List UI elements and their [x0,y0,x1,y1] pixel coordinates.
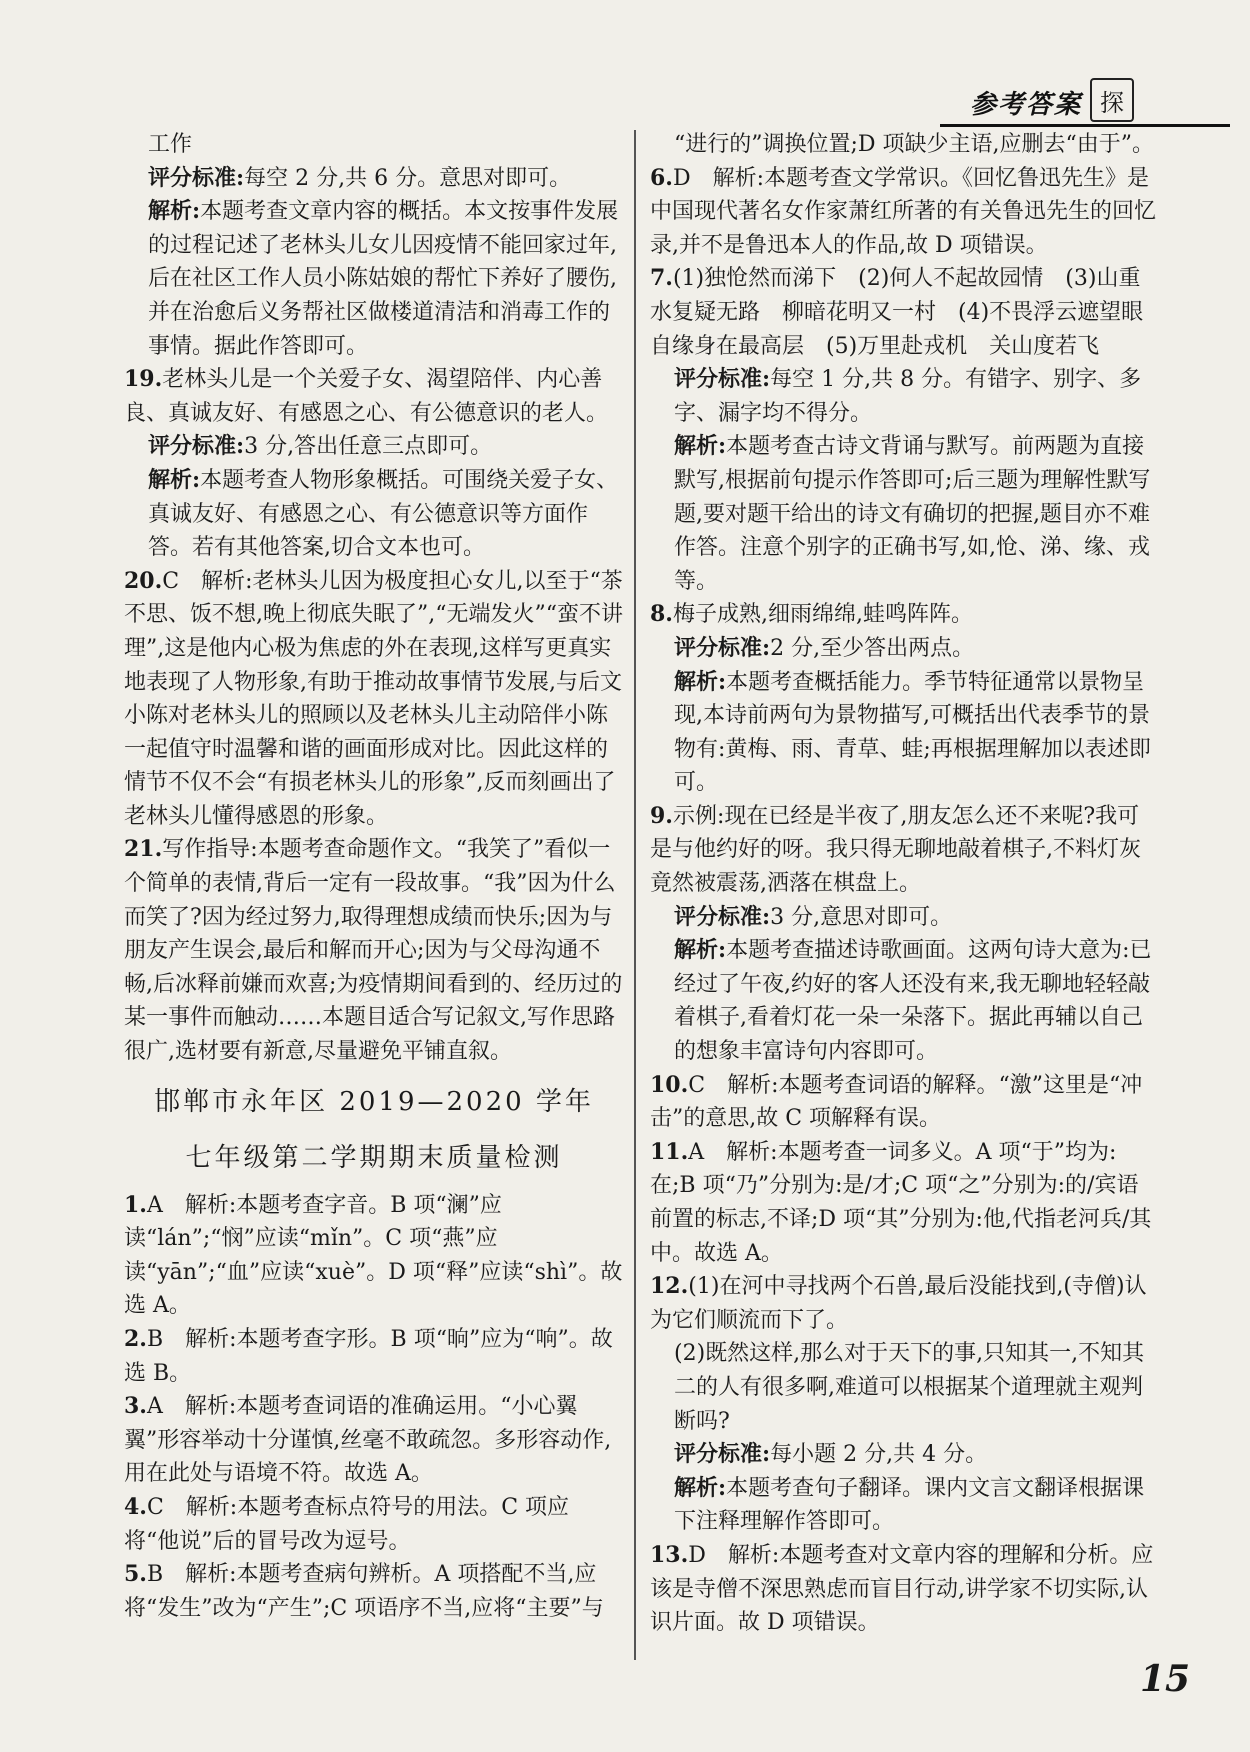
answer-text: 示例:现在已经是半夜了,朋友怎么还不来呢?我可是与他约好的呀。我只得无聊地敲着棋子,不料灯灰竟然被震荡,洒落在棋盘上。 [650,803,1141,897]
answer-number: 9. [650,802,673,829]
explanation-label: 评分标准: [674,1441,771,1468]
explanation-paragraph [124,430,624,464]
continued-text: “进行的”调换位置;D 项缺少主语,应删去“由于”。 [674,132,1155,157]
answer-item [650,598,1160,632]
answer-item [124,833,624,1068]
section-title: 七年级第二学期期末质量检测 [185,1142,563,1173]
answer-text: A 解析:本题考查一词多义。A 项“于”均为:在;B 项“乃”分别为:是/才;C 项“之”分别为:的/宾语前置的标志,不译;D 项“其”分别为:他,代指老河兵/其中。故选 A。 [650,1139,1152,1266]
answer-item [650,1136,1160,1270]
section-title: 邯郸市永年区 2019—2020 学年 [154,1086,594,1117]
answer-text: 写作指导:本题考查命题作文。“我笑了”看似一个简单的表情,背后一定有一段故事。“我”因为什么而笑了?因为经过努力,取得理想成绩而快乐;因为与朋友产生误会,最后和解而开心;因为与父母沟通不畅,后冰释前嫌而欢喜;为疫情期间看到的、经历过的某一事件而触动……本题目适合写记叙文,写作思路很广,选材要有新意,尽量避免平铺直叙。 [124,837,623,1065]
answer-text: (1)独怆然而涕下 (2)何人不起故园情 (3)山重水复疑无路 柳暗花明又一村 (4)不畏浮云遮望眼 自缘身在最高层 (5)万里赴戎机 关山度若飞 [650,266,1166,359]
explanation-label: 评分标准: [674,634,771,661]
answer-item [124,1491,624,1558]
answer-item [650,1270,1160,1337]
explanation-paragraph [124,162,624,196]
explanation-label: 评分标准: [148,164,245,191]
answer-number: 6. [650,164,673,191]
explanation-text: 本题考查描述诗歌画面。这两句诗大意为:已经过了午夜,约好的客人还没有来,我无聊地轻轻敲着棋子,看着灯花一朵一朵落下。据此再辅以自己的想象丰富诗句内容即可。 [674,938,1152,1065]
column-divider [634,130,636,1660]
explanation-label: 解析: [674,668,727,695]
explanation-label: 解析: [674,433,727,460]
answer-item [650,1069,1160,1136]
explanation-label: 评分标准: [674,366,771,393]
page-number: 15 [1140,1658,1191,1700]
answer-number: 2. [124,1326,147,1352]
answer-number: 3. [124,1393,147,1420]
explanation-label: 解析: [674,1474,727,1501]
answer-item [650,800,1160,901]
answer-text: 梅子成熟,细雨绵绵,蛙鸣阵阵。 [672,602,973,628]
explanation-text: (2)既然这样,那么对于天下的事,只知其一,不知其二的人有很多啊,难道可以根据某个道理就主观判断吗? [674,1341,1145,1434]
explanation-label: 解析: [148,466,201,493]
answer-item [124,1558,624,1625]
continued-text: 工作 [148,132,193,157]
explanation-text: 本题考查古诗文背诵与默写。前两题为直接默写,根据前句提示作答即可;后三题为理解性默写题,要对题干给出的诗文有确切的把握,题目亦不难作答。注意个别字的正确书写,如,怆、涕、缘、戎等。 [674,434,1151,594]
answer-number: 5. [124,1561,147,1588]
explanation-text: 2 分,至少答出两点。 [770,635,975,661]
explanation-text: 每空 2 分,共 6 分。意思对即可。 [244,165,572,191]
explanation-text: 本题考查句子翻译。课内文言文翻译根据课下注释理解作答即可。 [674,1475,1145,1535]
explanation-paragraph [650,1472,1160,1539]
page-header [940,78,1220,120]
answer-text: 老林头儿是一个关爱子女、渴望陪伴、内心善良、真诚友好、有感恩之心、有公德意识的老人。 [124,367,609,426]
right-column [650,128,1166,1640]
explanation-paragraph [650,934,1160,1068]
answer-text: C 解析:本题考查标点符号的用法。C 项应将“他说”后的冒号改为逗号。 [124,1494,570,1554]
explanation-paragraph [650,666,1160,800]
answer-number: 13. [650,1541,689,1568]
brand-logo-icon: 探 [1090,78,1134,122]
answer-number: 19. [124,366,163,393]
answer-text: C 解析:老林头儿因为极度担心女儿,以至于“茶不思、饭不想,晚上彻底失眠了”,“无端发火”“蛮不讲理”,这是他内心极为焦虑的外在表现,这样写更真实地表现了人物形象,有助于推动故事情节发展,与后文小陈对老林头儿的照顾以及老林头儿主动陪伴小陈一起值守时温馨和谐的画面形成对比。因此这样的情节不仅不会“有损老林头儿的形象”,反而刻画出了老林头儿懂得感恩的形象。 [124,568,623,829]
answer-number: 4. [124,1493,147,1520]
answer-number: 7. [650,265,673,292]
answer-item [124,1323,624,1390]
answer-number: 20. [124,567,163,594]
answer-item [650,162,1160,263]
explanation-paragraph [650,363,1160,430]
explanation-paragraph [124,464,624,565]
answer-number: 12. [650,1273,689,1300]
left-column [124,128,624,1625]
answer-text: B 解析:本题考查病句辨析。A 项搭配不当,应将“发生”改为“产生”;C 项语序不当,应将“主要”与 [124,1562,604,1621]
explanation-paragraph [650,1438,1160,1472]
explanation-label: 解析: [148,198,201,225]
answer-number: 8. [650,601,673,628]
explanation-paragraph [650,430,1160,598]
explanation-paragraph [124,195,624,363]
explanation-label: 解析: [674,937,727,964]
answer-number: 11. [650,1138,689,1165]
explanation-text: 每空 1 分,共 8 分。有错字、别字、多字、漏字均不得分。 [674,367,1142,426]
answer-item [650,1539,1160,1640]
answer-text: (1)在河中寻找两个石兽,最后没能找到,(寺僧)认为它们顺流而下了。 [650,1274,1147,1333]
answer-text: D 解析:本题考查对文章内容的理解和分析。应该是寺僧不深思熟虑而盲目行动,讲学家不切实际,认识片面。故 D 项错误。 [650,1542,1154,1636]
answer-item [124,1390,624,1491]
explanation-label: 评分标准: [674,903,771,930]
explanation-paragraph [650,901,1160,935]
explanation-paragraph [650,632,1160,666]
explanation-text: 3 分,意思对即可。 [770,904,953,930]
explanation-text: 本题考查人物形象概括。可围绕关爱子女、真诚友好、有感恩之心、有公德意识等方面作答。若有其他答案,切合文本也可。 [148,467,619,561]
explanation-label: 评分标准: [148,433,245,460]
explanation-paragraph [650,1337,1160,1438]
answer-text: C 解析:本题考查词语的解释。“激”这里是“冲击”的意思,故 C 项解释有误。 [650,1072,1143,1132]
answer-text: A 解析:本题考查字音。B 项“澜”应读“lán”;“悯”应读“mǐn”。C 项“燕”应读“yān”;“血”应读“xuè”。D 项“释”应读“shì”。故选 A。 [124,1192,623,1319]
answer-item [650,262,1166,363]
answer-item [124,363,624,430]
explanation-text: 3 分,答出任意三点即可。 [244,434,493,460]
answer-text: D 解析:本题考查文学常识。《回忆鲁迅先生》是中国现代著名女作家萧红所著的有关鲁迅先生的回忆录,并不是鲁迅本人的作品,故 D 项错误。 [650,165,1157,258]
answer-item [124,565,624,834]
header-title: 参考答案 [970,90,1083,120]
answer-number: 1. [124,1191,147,1218]
explanation-text: 本题考查文章内容的概括。本文按事件发展的过程记述了老林头儿女儿因疫情不能回家过年,后在社区工作人员小陈姑娘的帮忙下养好了腰伤,并在治愈后义务帮社区做楼道清洁和消毒工作的事情。据此作答即可。 [148,199,619,359]
header-rule [940,124,1230,127]
answer-number: 21. [124,836,163,863]
explanation-text: 每小题 2 分,共 4 分。 [770,1442,988,1468]
explanation-text: 本题考查概括能力。季节特征通常以景物呈现,本诗前两句为景物描写,可概括出代表季节的景物有:黄梅、雨、青草、蛙;再根据理解加以表述即可。 [674,669,1151,796]
answer-text: B 解析:本题考查字形。B 项“晌”应为“响”。故选 B。 [124,1327,613,1386]
answer-text: A 解析:本题考查词语的准确运用。“小心翼翼”形容举动十分谨慎,丝毫不敢疏忽。多形容动作,用在此处与语境不符。故选 A。 [124,1394,612,1487]
answer-number: 10. [650,1071,689,1098]
answer-item [124,1189,624,1323]
